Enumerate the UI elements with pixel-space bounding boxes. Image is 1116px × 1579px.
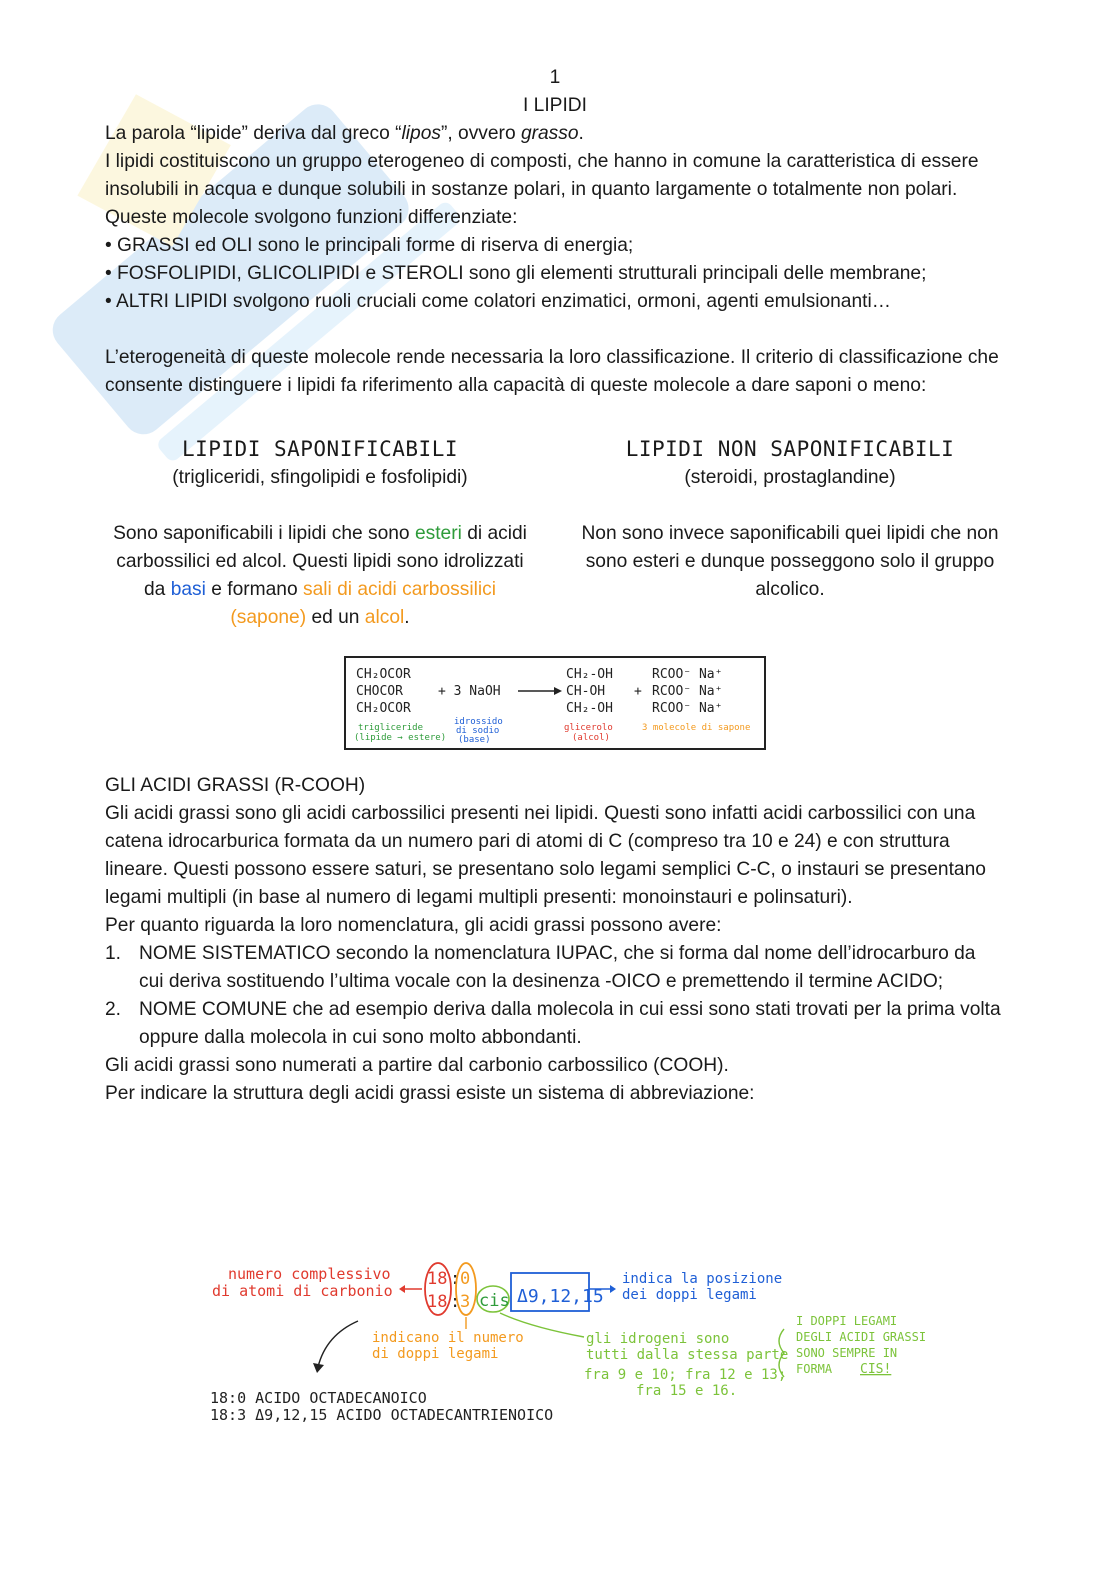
alcol-word: alcol: [364, 607, 405, 628]
text-run: di acidi carbossilici ed alcol. Questi lipidi sono idrolizzati da: [116, 523, 527, 600]
basi-word: basi: [170, 579, 206, 600]
hydrogen-positions: fra 9 e 10; fra 12 e 13;: [584, 1367, 787, 1383]
acidi-paragraph-4: Per indicare la struttura degli acidi grassi esiste un sistema di abbreviazione:: [105, 1083, 755, 1104]
plus-sign: +: [634, 684, 642, 699]
soap-row: RCOO⁻ Na⁺: [652, 667, 723, 682]
hydrogen-positions: fra 15 e 16.: [636, 1383, 738, 1399]
document-page: [105, 64, 1005, 1108]
formula-carbons: 18: [427, 1292, 448, 1312]
formula-colon: :: [450, 1292, 461, 1312]
intro-paragraph-1: [105, 120, 1005, 148]
section-heading: GLI ACIDI GRASSI (R-COOH): [105, 775, 366, 796]
intro-paragraph-3: Queste molecole svolgono funzioni differenziate:: [105, 207, 518, 228]
example-arrow-head: [313, 1363, 324, 1373]
double-bond-count-label: di doppi legami: [372, 1346, 499, 1362]
hydrogen-label: tutti dalla stessa parte: [586, 1347, 789, 1363]
intro-text: La parola “lipide” deriva dal greco “: [105, 123, 402, 144]
intro-paragraph-2: I lipidi costituiscono un gruppo eterogeneo di composti, che hanno in comune la caratteristica di essere insolubili in acqua e dunque solubili in sostanze polari, in quanto largamente o totalmente non polari.: [105, 151, 979, 200]
saponificabili-column: [105, 434, 535, 632]
reaction-arrow-head: [554, 687, 562, 695]
cis-note: I DOPPI LEGAMI: [796, 1314, 898, 1328]
cis-note: FORMA: [796, 1362, 833, 1376]
abbreviation-diagram: [200, 1255, 960, 1435]
non-saponificabili-column: [575, 434, 1005, 632]
reactant-row: CH₂OCOR: [356, 667, 411, 682]
list-number: 1.: [105, 943, 122, 964]
example-saturated: 18:0 ACIDO OCTADECANOICO: [210, 1389, 427, 1407]
naoh-label: (base): [458, 735, 491, 745]
intro-paragraph-4: L’eterogeneità di queste molecole rende necessaria la loro classificazione. Il criterio di classificazione che consente distinguere i lipidi fa riferimento alla capacità di queste molecole a dare saponi o meno:: [105, 347, 999, 396]
formula-colon: :: [450, 1269, 461, 1289]
sali-word: sali di acidi carbossilici (sapone): [230, 579, 496, 628]
list-number: 2.: [105, 999, 122, 1020]
saponificabili-text: [105, 520, 535, 632]
double-bond-count-label: indicano il numero: [372, 1330, 524, 1346]
esteri-word: esteri: [414, 523, 462, 544]
product-row: CH-OH: [566, 684, 606, 699]
hydrogen-label: gli idrogeni sono: [586, 1331, 730, 1347]
nomenclature-list: [105, 940, 1005, 1052]
carbon-count-label: numero complessivo: [228, 1265, 391, 1283]
position-label: indica la posizione: [622, 1271, 783, 1287]
product-row: CH₂-OH: [566, 667, 613, 682]
cis-word: cis: [479, 1291, 510, 1311]
text-run: .: [404, 607, 410, 628]
text-run: Sono saponificabili i lipidi che sono: [113, 523, 415, 544]
intro-text: ”, ovvero: [440, 123, 521, 144]
saponificabili-subtitle: (trigliceridi, sfingolipidi e fosfolipidi): [172, 467, 468, 488]
bullet-item: • FOSFOLIPIDI, GLICOLIPIDI e STEROLI sono gli elementi strutturali principali delle membrane;: [105, 263, 927, 284]
naoh-label: di sodio: [456, 726, 500, 736]
list-text: NOME COMUNE che ad esempio deriva dalla molecola in cui essi sono stati trovati per la prima volta oppure dalla molecola in cui sono molto abbondanti.: [139, 999, 1001, 1048]
formula-double-bonds: 0: [460, 1269, 471, 1289]
lipide-estere-label: (lipide → estere): [354, 733, 447, 743]
page-number: 1: [549, 67, 561, 88]
trigliceride-label: trigliceride: [358, 723, 424, 733]
cis-note: SONO SEMPRE IN: [796, 1346, 898, 1360]
saponificabili-title: LIPIDI SAPONIFICABILI: [181, 437, 458, 461]
formula-carbons: 18: [427, 1269, 448, 1289]
classification-columns: [105, 434, 1005, 632]
text-run: ed un: [306, 607, 365, 628]
lipos-word: lipos: [401, 123, 441, 144]
carbon-arrow-head: [399, 1285, 405, 1293]
bullet-item: • ALTRI LIPIDI svolgono ruoli cruciali come colatori enzimatici, ormoni, agenti emulsionanti…: [105, 291, 891, 312]
cis-note-emphasis: CIS!: [860, 1362, 892, 1377]
cis-note: DEGLI ACIDI GRASSI: [796, 1330, 927, 1344]
soap-row: RCOO⁻ Na⁺: [652, 684, 723, 699]
naoh-reagent: + 3 NaOH: [438, 684, 501, 699]
carbon-count-label: di atomi di carbonio: [212, 1282, 393, 1300]
formula-double-bonds: 3: [460, 1292, 471, 1312]
reactant-row: CH₂OCOR: [356, 701, 411, 716]
delta-arrow-head: [610, 1285, 616, 1293]
list-text: NOME SISTEMATICO secondo la nomenclatura IUPAC, che si forma dal nome dell’idrocarburo da cui deriva sostituendo l’ultima vocale con la desinenza -OICO e premettendo il termine ACIDO;: [139, 943, 976, 992]
bullet-item: • GRASSI ed OLI sono le principali forme di riserva di energia;: [105, 235, 634, 256]
acidi-grassi-section: [105, 772, 1005, 1108]
position-label: dei doppi legami: [622, 1287, 757, 1303]
intro-text: .: [578, 123, 584, 144]
reactant-row: CHOCOR: [356, 684, 403, 699]
acidi-paragraph-1: Gli acidi grassi sono gli acidi carbossilici presenti nei lipidi. Questi sono infatti acidi carbossilici con una catena idrocarburica formata da un numero pari di atomi di C (compreso tra 10 e 24) e con struttura lineare. Questi possono essere saturi, se presentano solo legami semplici C-C, o instauri se presentano legami multipli (in base al numero di legami multipli presenti: monoinstauri e polinsaturi).: [105, 803, 986, 908]
alcol-label: (alcol): [572, 733, 610, 743]
example-arrow: [318, 1321, 358, 1367]
glicerolo-label: glicerolo: [564, 723, 613, 733]
naoh-label: idrossido: [454, 717, 503, 727]
reaction-diagram: [346, 658, 764, 748]
non-saponificabili-title: LIPIDI NON SAPONIFICABILI: [625, 437, 955, 461]
sapone-label: 3 molecole di sapone: [642, 723, 751, 733]
list-item: [105, 996, 1005, 1052]
non-saponificabili-text: Non sono invece saponificabili quei lipidi che non sono esteri e dunque posseggono solo il gruppo alcolico.: [581, 523, 999, 600]
acidi-paragraph-3: Gli acidi grassi sono numerati a partire dal carbonio carbossilico (COOH).: [105, 1055, 729, 1076]
saponification-reaction: [344, 656, 766, 750]
text-run: e formano: [205, 579, 303, 600]
page-title: I LIPIDI: [523, 95, 587, 116]
list-item: [105, 940, 1005, 996]
example-unsaturated: 18:3 Δ9,12,15 ACIDO OCTADECANTRIENOICO: [210, 1406, 554, 1424]
soap-row: RCOO⁻ Na⁺: [652, 701, 723, 716]
delta-notation: Δ9,12,15: [517, 1286, 604, 1307]
grasso-word: grasso: [520, 123, 579, 144]
acidi-paragraph-2: Per quanto riguarda la loro nomenclatura, gli acidi grassi possono avere:: [105, 915, 722, 936]
product-row: CH₂-OH: [566, 701, 613, 716]
non-saponificabili-subtitle: (steroidi, prostaglandine): [684, 467, 896, 488]
